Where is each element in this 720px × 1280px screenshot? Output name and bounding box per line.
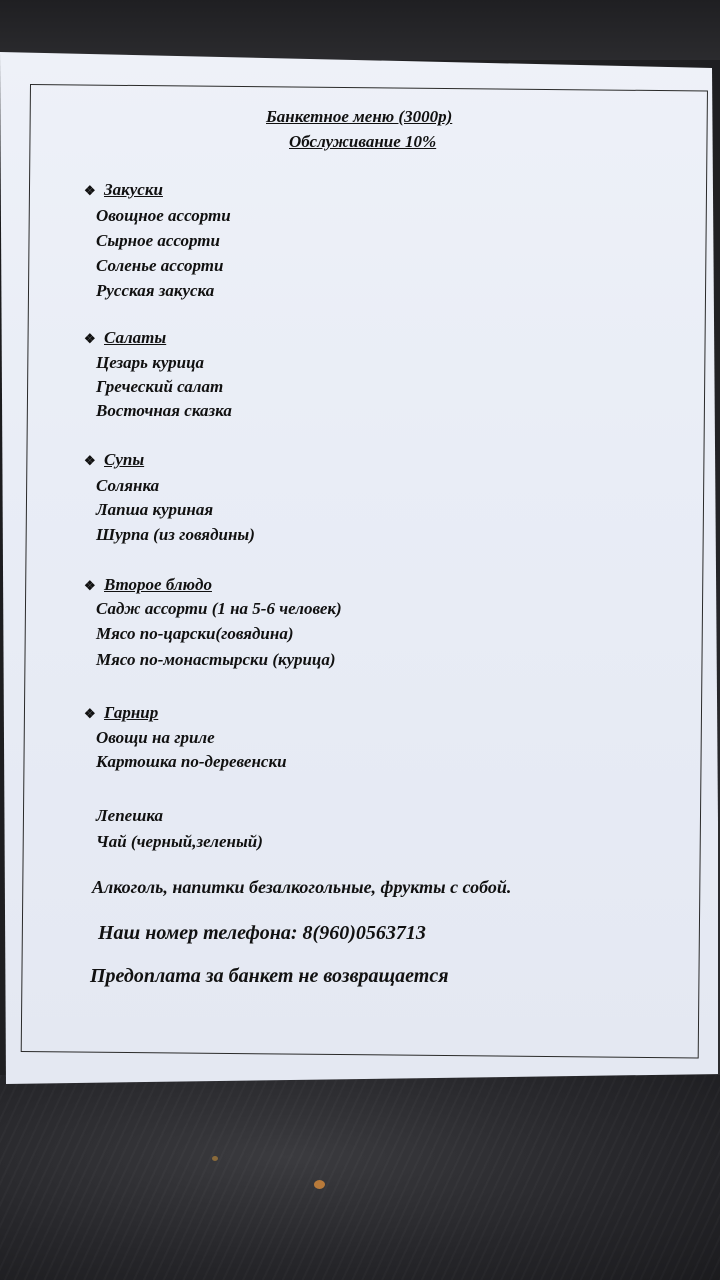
- menu-item: Садж ассорти (1 на 5-6 человек): [96, 599, 342, 618]
- menu-item: Мясо по-царски(говядина): [96, 624, 294, 643]
- section-heading-salaty: [84, 328, 166, 348]
- menu-item: Сырное ассорти: [96, 231, 220, 250]
- diamond-bullet-icon: ❖: [84, 183, 96, 198]
- section-heading-supy: [84, 450, 144, 470]
- menu-item: Цезарь курица: [96, 353, 205, 372]
- diamond-bullet-icon: ❖: [84, 453, 96, 468]
- menu-item: Греческий салат: [96, 377, 224, 396]
- diamond-bullet-icon: ❖: [84, 578, 96, 593]
- menu-item: Картошка по-деревенски: [96, 752, 287, 771]
- section-title: Супы: [104, 450, 145, 469]
- diamond-bullet-icon: ❖: [84, 331, 96, 346]
- menu-item: Овощное ассорти: [96, 206, 231, 225]
- menu-item: Русская закуска: [96, 281, 215, 300]
- section-title: Салаты: [104, 328, 167, 347]
- diamond-bullet-icon: ❖: [84, 706, 96, 721]
- extra-item: Лепешка: [96, 806, 164, 825]
- section-title: Гарнир: [104, 703, 159, 722]
- menu-item: Мясо по-монастырски (курица): [96, 650, 336, 669]
- menu-item: Шурпа (из говядины): [96, 525, 255, 544]
- section-heading-vtoroe: [84, 575, 212, 595]
- prepayment-note: Предоплата за банкет не возвращается: [90, 965, 449, 987]
- menu-item: Восточная сказка: [96, 401, 232, 420]
- section-heading-zakuski: [84, 180, 163, 200]
- alcohol-note: Алкоголь, напитки безалкогольные, фрукты с собой.: [92, 877, 512, 897]
- service-charge: Обслуживание 10%: [289, 132, 437, 151]
- phone-note: Наш номер телефона: 8(960)0563713: [98, 922, 426, 944]
- section-heading-garnir: [84, 703, 158, 723]
- menu-item: Лапша куриная: [96, 500, 214, 519]
- menu-title: Банкетное меню (3000р): [266, 107, 453, 126]
- section-title: Второе блюдо: [104, 575, 212, 594]
- menu-item: Овощи на гриле: [96, 728, 215, 747]
- menu-item: Соленье ассорти: [96, 256, 224, 275]
- extra-item: Чай (черный,зеленый): [96, 832, 263, 851]
- menu-item: Солянка: [96, 476, 160, 495]
- section-title: Закуски: [104, 180, 163, 199]
